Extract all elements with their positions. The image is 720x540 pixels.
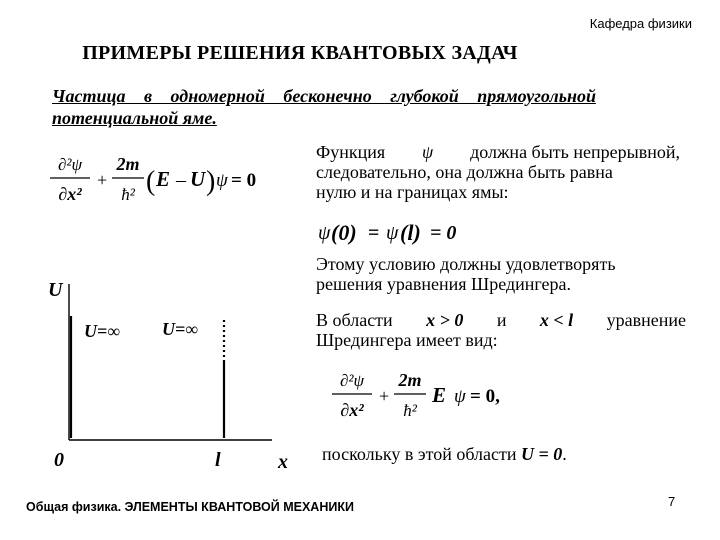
paragraph-solutions bbox=[316, 254, 686, 294]
eq1-plus: + bbox=[97, 170, 108, 190]
potential-well-graph bbox=[40, 272, 320, 472]
bc-equals-zero: = 0 bbox=[430, 222, 457, 244]
bc-psi-1: ψ bbox=[318, 222, 331, 244]
page-title: ПРИМЕРЫ РЕШЕНИЯ КВАНТОВЫХ ЗАДАЧ bbox=[82, 42, 518, 64]
eq1-U: U bbox=[190, 167, 206, 191]
eq2-two-m: 2m bbox=[398, 370, 422, 390]
continuity-line-3: нулю и на границах ямы: bbox=[316, 182, 509, 202]
eq2-plus: + bbox=[379, 386, 390, 406]
equation-word: уравнение bbox=[606, 310, 686, 330]
eq2-E: E bbox=[432, 383, 447, 407]
region-line-2: Шредингера имеет вид: bbox=[316, 330, 498, 350]
eq1-hbar-squared: ħ² bbox=[121, 185, 135, 204]
eq2-second-derivative-psi: ∂²ψ bbox=[339, 371, 365, 390]
eq1-dx-squared: ∂x² bbox=[58, 184, 82, 204]
paragraph-continuity bbox=[316, 142, 680, 202]
u-zero-text: поскольку в этой области bbox=[322, 444, 517, 464]
schrodinger-equation-in-well bbox=[330, 364, 550, 434]
in-region-text: В области bbox=[316, 310, 393, 330]
eq1-open-paren: ( bbox=[146, 166, 156, 197]
eq2-equals-zero: = 0, bbox=[470, 386, 500, 407]
condition-x-lt-l: x < l bbox=[539, 310, 574, 330]
left-wall-label: U=∞ bbox=[84, 321, 121, 341]
continuity-line-2: следовательно, она должна быть равна bbox=[316, 162, 613, 182]
right-wall-label: U=∞ bbox=[162, 319, 199, 339]
and-text: и bbox=[496, 310, 507, 330]
eq1-second-derivative-psi: ∂²ψ bbox=[57, 155, 83, 174]
eq2-hbar-squared: ħ² bbox=[403, 401, 417, 420]
eq1-minus: – bbox=[176, 169, 186, 191]
well-edge-label: l bbox=[215, 449, 221, 471]
subtitle-line-2: потенциальной яме. bbox=[52, 108, 217, 128]
solutions-line-1: Этому условию должны удовлетворять bbox=[316, 254, 616, 274]
eq2-psi: ψ bbox=[454, 386, 466, 407]
paragraph-region bbox=[316, 310, 686, 350]
word-function: Функция bbox=[316, 142, 386, 162]
origin-label: 0 bbox=[54, 449, 64, 471]
u-equals-zero: U = 0 bbox=[521, 444, 563, 464]
axis-x-label: x bbox=[278, 451, 288, 473]
paragraph-u-zero bbox=[322, 444, 652, 464]
eq1-close-paren: ) bbox=[206, 166, 216, 197]
department-header: Кафедра физики bbox=[589, 16, 692, 31]
bc-arg-zero: (0) bbox=[331, 220, 357, 245]
axis-y-label: U bbox=[48, 279, 63, 301]
bc-arg-l: (l) bbox=[400, 220, 421, 245]
continuity-text: должна быть непрерывной, bbox=[470, 142, 680, 162]
footer-text: Общая физика. ЭЛЕМЕНТЫ КВАНТОВОЙ МЕХАНИКИ bbox=[26, 500, 354, 514]
eq1-equals-zero: = 0 bbox=[231, 170, 257, 191]
bc-psi-2: ψ bbox=[386, 222, 399, 244]
eq1-E: E bbox=[156, 167, 171, 191]
eq1-two-m: 2m bbox=[116, 154, 140, 174]
bc-equals: = bbox=[368, 222, 380, 244]
boundary-condition bbox=[316, 212, 486, 252]
u-zero-dot: . bbox=[562, 444, 567, 464]
psi-symbol: ψ bbox=[422, 142, 434, 162]
condition-x-gt-0: x > 0 bbox=[426, 310, 464, 330]
solutions-line-2: решения уравнения Шредингера. bbox=[316, 274, 571, 294]
schrodinger-equation-general bbox=[48, 148, 268, 218]
eq1-psi: ψ bbox=[216, 170, 228, 191]
page-number: 7 bbox=[668, 494, 676, 509]
eq2-dx-squared: ∂x² bbox=[340, 400, 364, 420]
subtitle-line-1: Частица в одномерной бесконечно глубокой прямоугольной bbox=[52, 86, 596, 106]
